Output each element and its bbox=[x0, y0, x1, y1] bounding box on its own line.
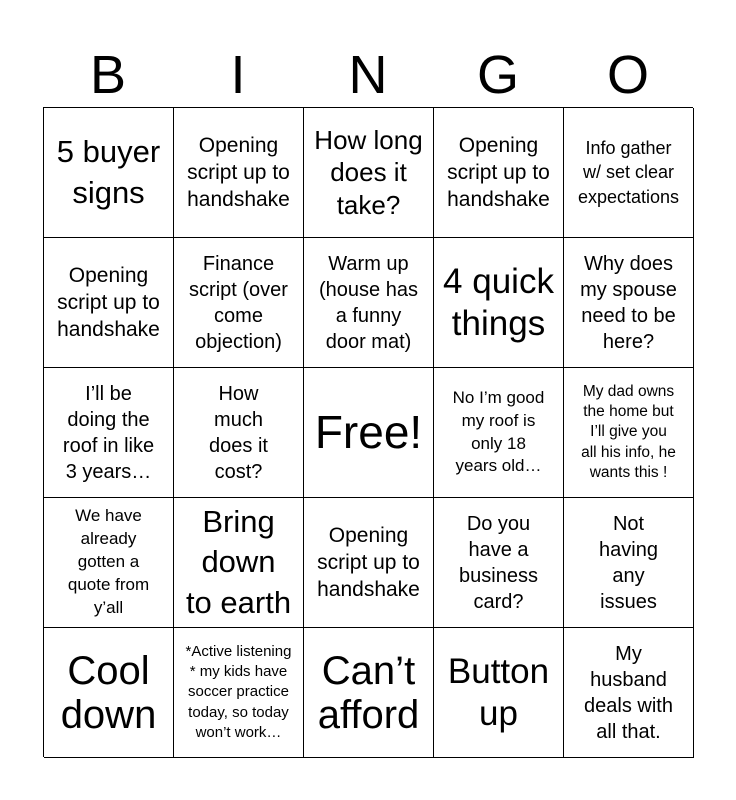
bingo-cell-r4-c4[interactable]: Do you have a business card? bbox=[434, 498, 564, 628]
bingo-cell-r1-c3[interactable]: How long does it take? bbox=[304, 108, 434, 238]
header-letter-i: I bbox=[230, 45, 246, 105]
bingo-cell-r5-c1[interactable]: Cool down bbox=[44, 628, 174, 758]
bingo-cell-r1-c4[interactable]: Opening script up to handshake bbox=[434, 108, 564, 238]
bingo-cell-r2-c1[interactable]: Opening script up to handshake bbox=[44, 238, 174, 368]
bingo-cell-r3-c5[interactable]: My dad owns the home but I’ll give you all his info, he wants this ! bbox=[564, 368, 694, 498]
bingo-cell-r3-c4[interactable]: No I’m good my roof is only 18 years old… bbox=[434, 368, 564, 498]
bingo-cell-r5-c2[interactable]: *Active listening * my kids have soccer practice today, so today won’t work… bbox=[174, 628, 304, 758]
header-letter-o: O bbox=[606, 45, 649, 105]
bingo-cell-r3-c1[interactable]: I’ll be doing the roof in like 3 years… bbox=[44, 368, 174, 498]
bingo-header bbox=[43, 44, 693, 106]
bingo-cell-r4-c2[interactable]: Bring down to earth bbox=[174, 498, 304, 628]
bingo-cell-r5-c5[interactable]: My husband deals with all that. bbox=[564, 628, 694, 758]
bingo-cell-r2-c5[interactable]: Why does my spouse need to be here? bbox=[564, 238, 694, 368]
bingo-cell-r3-c3-free[interactable]: Free! bbox=[304, 368, 434, 498]
bingo-cell-r2-c2[interactable]: Finance script (over come objection) bbox=[174, 238, 304, 368]
bingo-cell-r2-c4[interactable]: 4 quick things bbox=[434, 238, 564, 368]
bingo-cell-r5-c4[interactable]: Button up bbox=[434, 628, 564, 758]
bingo-cell-r4-c5[interactable]: Not having any issues bbox=[564, 498, 694, 628]
header-letter-b: B bbox=[89, 45, 127, 105]
bingo-cell-r4-c3[interactable]: Opening script up to handshake bbox=[304, 498, 434, 628]
header-letter-n: N bbox=[348, 45, 388, 105]
bingo-cell-r4-c1[interactable]: We have already gotten a quote from y’all bbox=[44, 498, 174, 628]
bingo-board bbox=[43, 107, 693, 757]
header-letter-g: G bbox=[476, 45, 519, 105]
bingo-cell-r2-c3[interactable]: Warm up (house has a funny door mat) bbox=[304, 238, 434, 368]
bingo-cell-r1-c5[interactable]: Info gather w/ set clear expectations bbox=[564, 108, 694, 238]
bingo-cell-r1-c1[interactable]: 5 buyer signs bbox=[44, 108, 174, 238]
bingo-cell-r3-c2[interactable]: How much does it cost? bbox=[174, 368, 304, 498]
bingo-cell-r5-c3[interactable]: Can’t afford bbox=[304, 628, 434, 758]
bingo-cell-r1-c2[interactable]: Opening script up to handshake bbox=[174, 108, 304, 238]
